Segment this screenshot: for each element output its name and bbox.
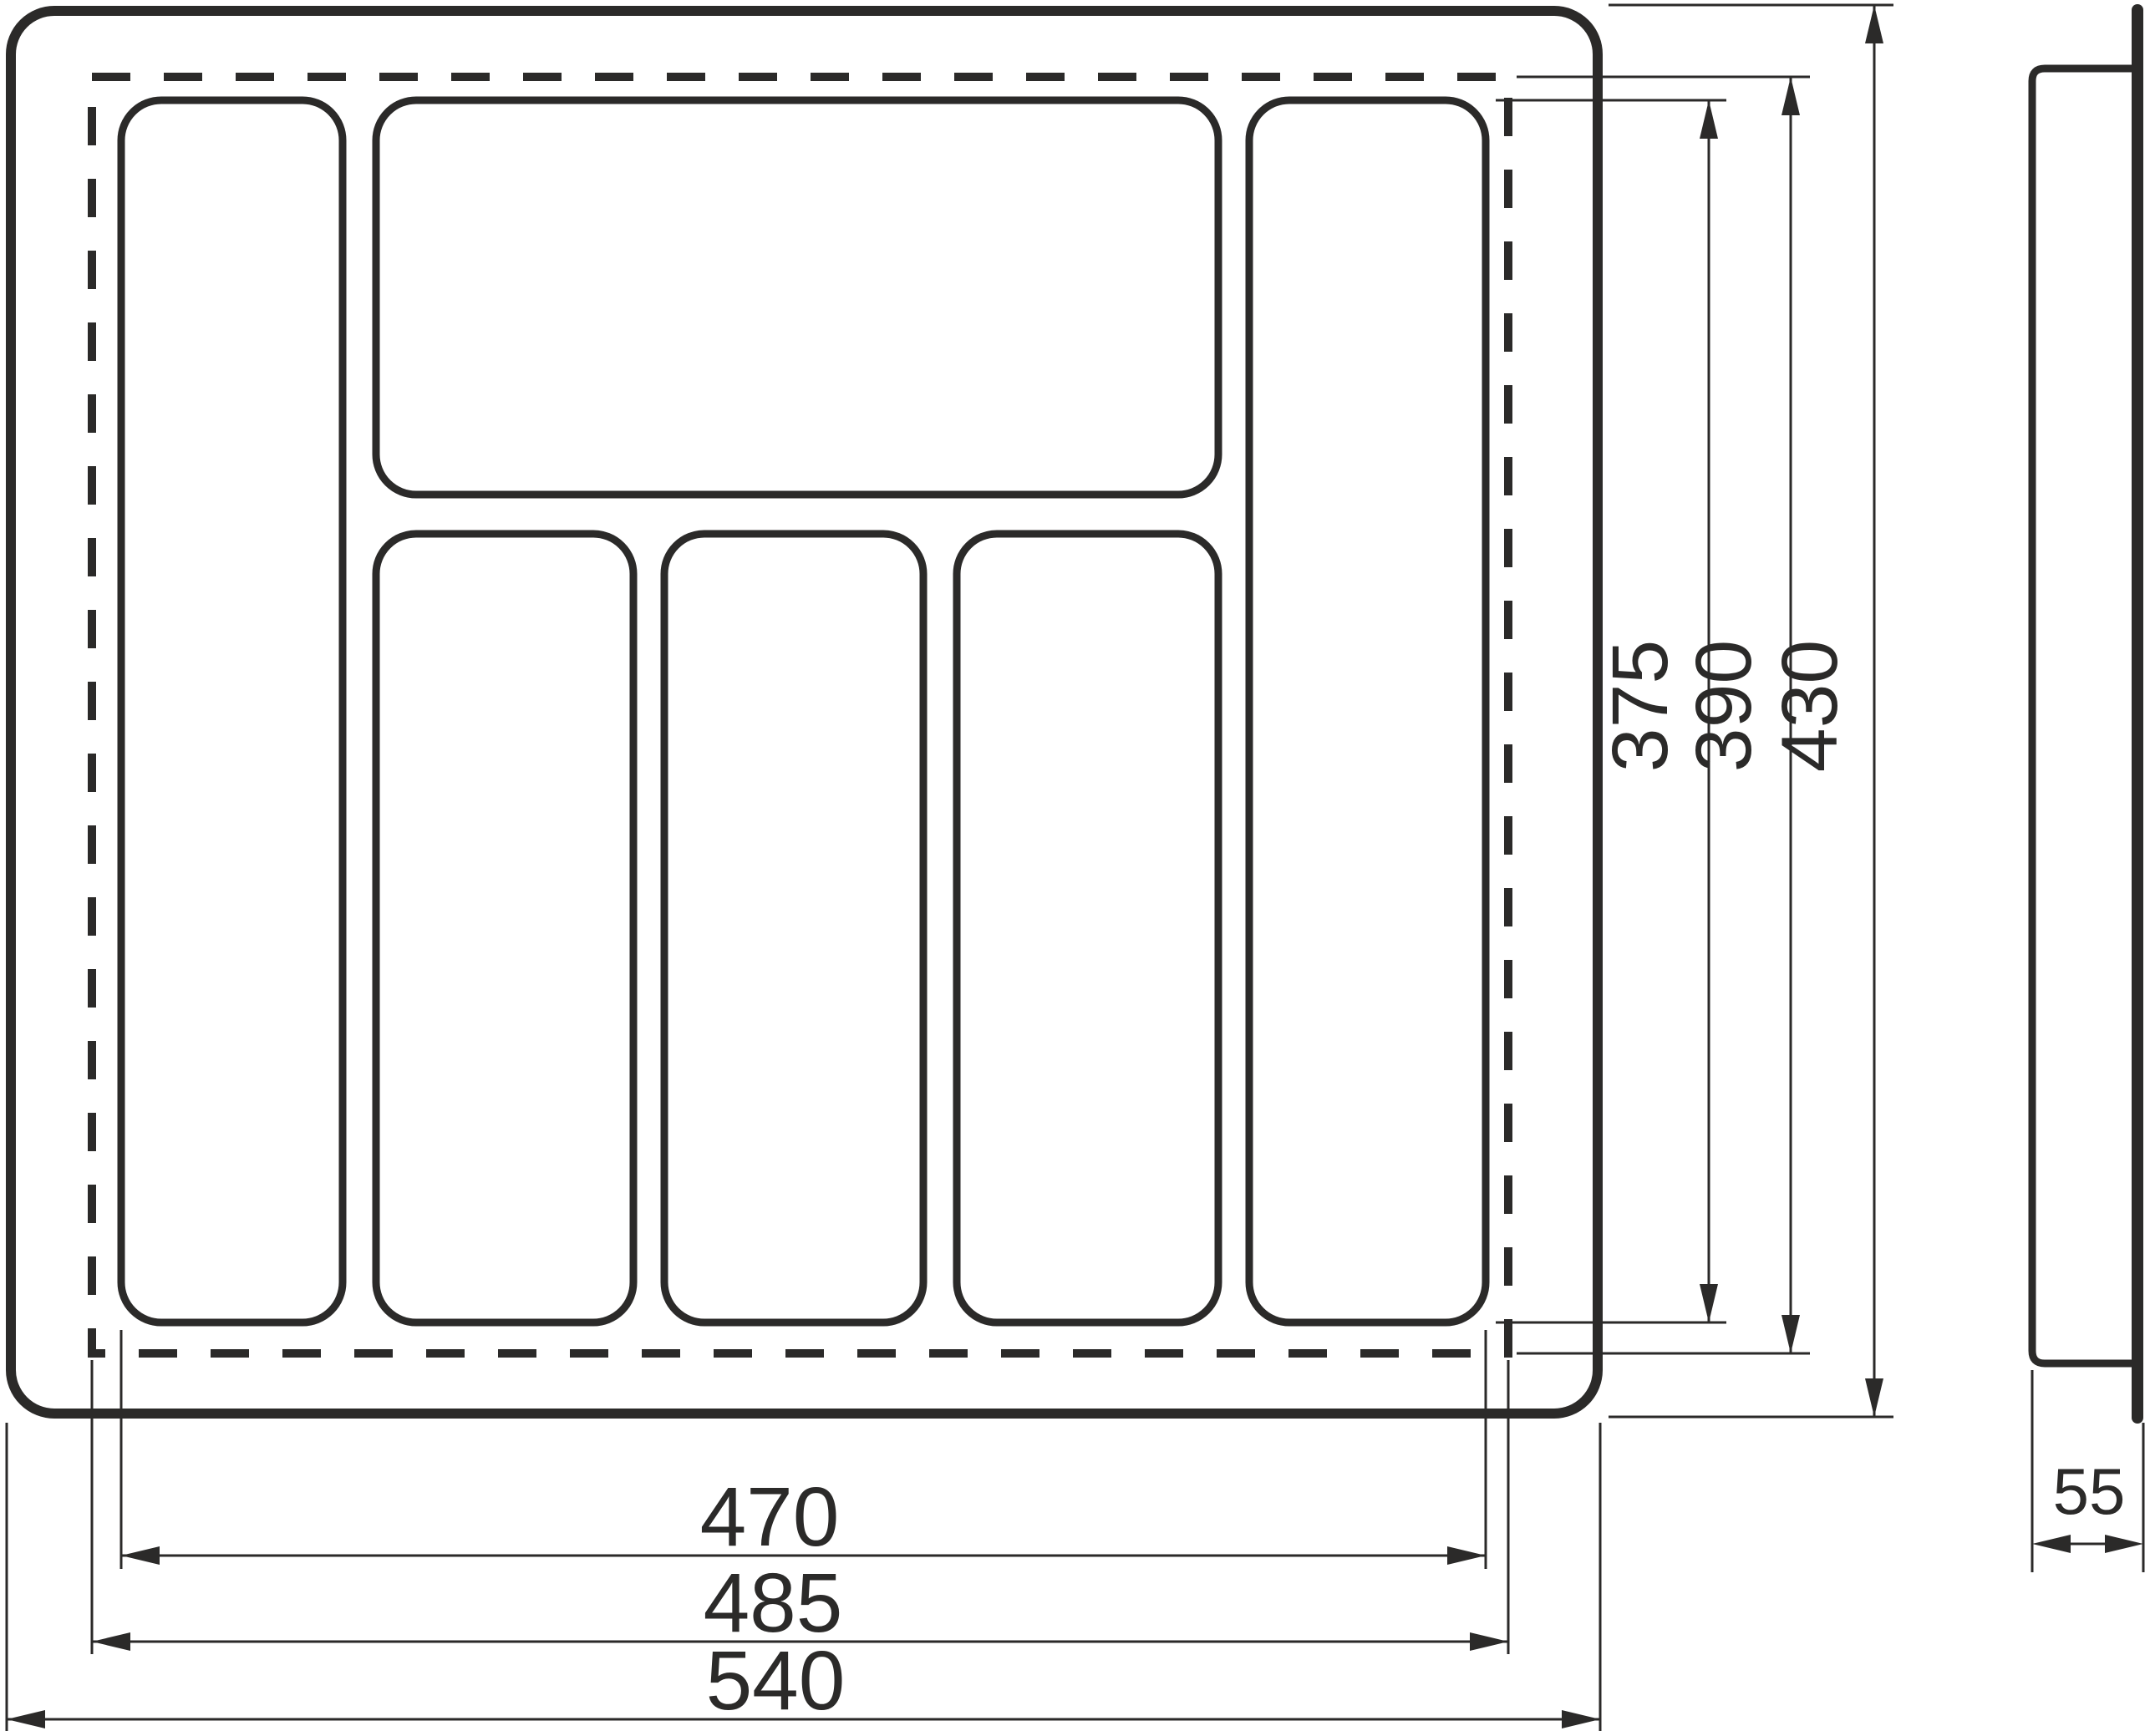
arrow-top-375 xyxy=(1700,100,1718,139)
dimension-label-55: 55 xyxy=(2052,1454,2126,1528)
front-view xyxy=(11,11,1598,1414)
side-view xyxy=(2032,10,2143,1572)
compartment-right-column xyxy=(1249,100,1486,1322)
tray-recess-dashed-outline xyxy=(92,77,1508,1353)
arrow-left-540 xyxy=(7,1710,45,1728)
compartment-left-column xyxy=(121,100,343,1322)
arrow-left-55 xyxy=(2032,1535,2071,1553)
arrow-top-390 xyxy=(1782,77,1800,115)
arrow-left-470 xyxy=(121,1546,160,1565)
dimension-inner-width xyxy=(121,1330,1486,1569)
compartments xyxy=(121,100,1486,1322)
arrow-bottom-375 xyxy=(1700,1284,1718,1322)
arrow-right-470 xyxy=(1447,1546,1486,1565)
compartment-middle-1 xyxy=(376,534,633,1322)
dimension-label-485: 485 xyxy=(703,1556,843,1650)
compartment-middle-3 xyxy=(957,534,1218,1322)
dimension-label-430: 430 xyxy=(1766,639,1854,773)
arrow-right-485 xyxy=(1470,1632,1508,1651)
compartment-middle-2 xyxy=(664,534,923,1322)
height-dimensions xyxy=(1496,5,1893,1417)
arrow-right-540 xyxy=(1562,1710,1600,1728)
side-view-body xyxy=(2032,69,2132,1363)
arrow-bottom-430 xyxy=(1865,1378,1883,1417)
dimension-label-390: 390 xyxy=(1680,639,1768,773)
arrow-bottom-390 xyxy=(1782,1315,1800,1353)
dimension-label-375: 375 xyxy=(1596,639,1685,773)
dimension-label-540: 540 xyxy=(705,1634,846,1728)
arrow-top-430 xyxy=(1865,5,1883,43)
dimension-thickness xyxy=(2032,1370,2143,1572)
arrow-left-485 xyxy=(92,1632,130,1651)
dimension-label-470: 470 xyxy=(699,1470,840,1564)
arrow-right-55 xyxy=(2105,1535,2143,1553)
width-dimensions xyxy=(7,1330,1600,1731)
compartment-top-wide xyxy=(376,100,1218,495)
tray-outer-outline xyxy=(11,11,1598,1414)
